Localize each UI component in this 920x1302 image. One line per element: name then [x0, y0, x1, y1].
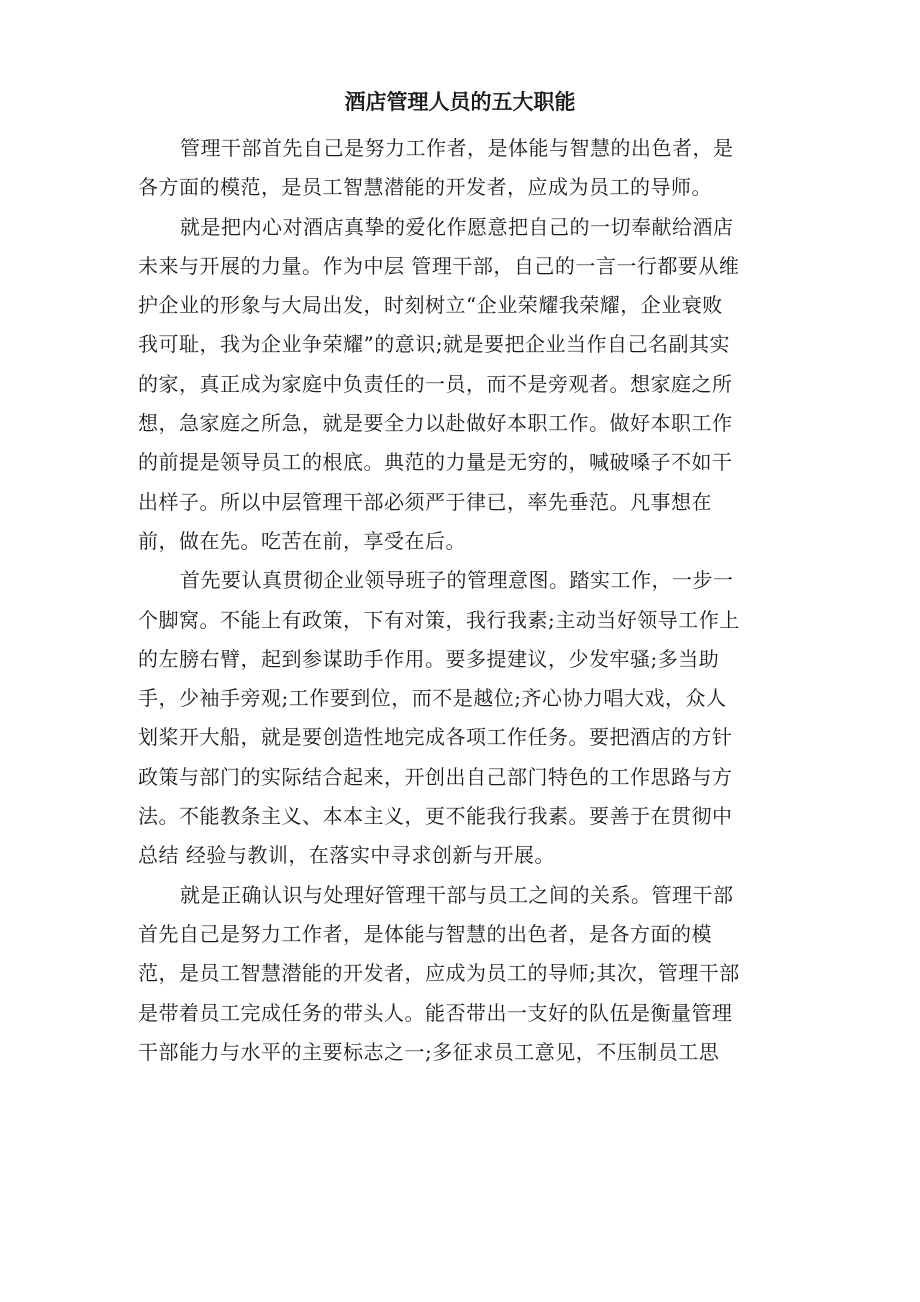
- paragraph-line: 未来与开展的力量。作为中层 管理干部，自己的一言一行都要从维: [138, 253, 740, 278]
- paragraph-line: 是带着员工完成任务的带头人。能否带出一支好的队伍是衡量管理: [138, 1000, 733, 1025]
- paragraph-line: 各方面的模范，是员工智慧潜能的开发者，应成为员工的导师。: [138, 175, 712, 200]
- paragraph-line: 总结 经验与教训，在落实中寻求创新与开展。: [138, 843, 555, 868]
- document-title: 酒店管理人员的五大职能: [344, 89, 576, 114]
- document-body: [138, 129, 778, 1072]
- paragraph-line: 就是正确认识与处理好管理干部与员工之间的关系。管理干部: [180, 882, 734, 907]
- paragraph-line: 法。不能教条主义、本本主义，更不能我行我素。要善于在贯彻中: [138, 804, 733, 829]
- paragraph-line: 前，做在先。吃苦在前，享受在后。: [138, 528, 466, 553]
- paragraph-line: 的左膀右臂，起到参谋助手作用。要多提建议，少发牢骚;多当助: [138, 646, 720, 671]
- paragraph-line: 的前提是领导员工的根底。典范的力量是无穷的，喊破嗓子不如干: [138, 450, 733, 475]
- paragraph-line: 政策与部门的实际结合起来，开创出自己部门特色的工作思路与方: [138, 764, 733, 789]
- paragraph-2: [138, 208, 778, 562]
- paragraph-line: 干部能力与水平的主要标志之一;多征求员工意见，不压制员工思: [138, 1039, 720, 1064]
- paragraph-line: 的家，真正成为家庭中负责任的一员，而不是旁观者。想家庭之所: [138, 371, 733, 396]
- paragraph-line: 护企业的形象与大局出发，时刻树立“企业荣耀我荣耀，企业衰败: [138, 293, 723, 318]
- paragraph-line: 想，急家庭之所急，就是要全力以赴做好本职工作。做好本职工作: [138, 411, 733, 436]
- paragraph-line: 首先要认真贯彻企业领导班子的管理意图。踏实工作，一步一: [180, 568, 734, 593]
- paragraph-line: 范，是员工智慧潜能的开发者，应成为员工的导师;其次，管理干部: [138, 961, 740, 986]
- paragraph-line: 管理干部首先自己是努力工作者，是体能与智慧的出色者，是: [180, 136, 734, 160]
- paragraph-4: [138, 876, 778, 1072]
- paragraph-line: 出样子。所以中层管理干部必须严于律已，率先垂范。凡事想在: [138, 489, 712, 514]
- paragraph-line: 个脚窝。不能上有政策，下有对策，我行我素;主动当好领导工作上: [138, 607, 740, 632]
- paragraph-line: 首先自己是努力工作者，是体能与智慧的出色者，是各方面的模: [138, 921, 712, 946]
- paragraph-line: 手，少袖手旁观;工作要到位，而不是越位;齐心协力唱大戏，众人: [138, 686, 727, 711]
- paragraph-1: [138, 129, 778, 208]
- paragraph-line: 划桨开大船，就是要创造性地完成各项工作任务。要把酒店的方针: [138, 725, 733, 750]
- paragraph-3: [138, 561, 778, 875]
- paragraph-line: 就是把内心对酒店真挚的爱化作愿意把自己的一切奉献给酒店: [180, 214, 734, 239]
- paragraph-line: 我可耻，我为企业争荣耀”的意识;就是要把企业当作自己名副其实: [138, 332, 730, 357]
